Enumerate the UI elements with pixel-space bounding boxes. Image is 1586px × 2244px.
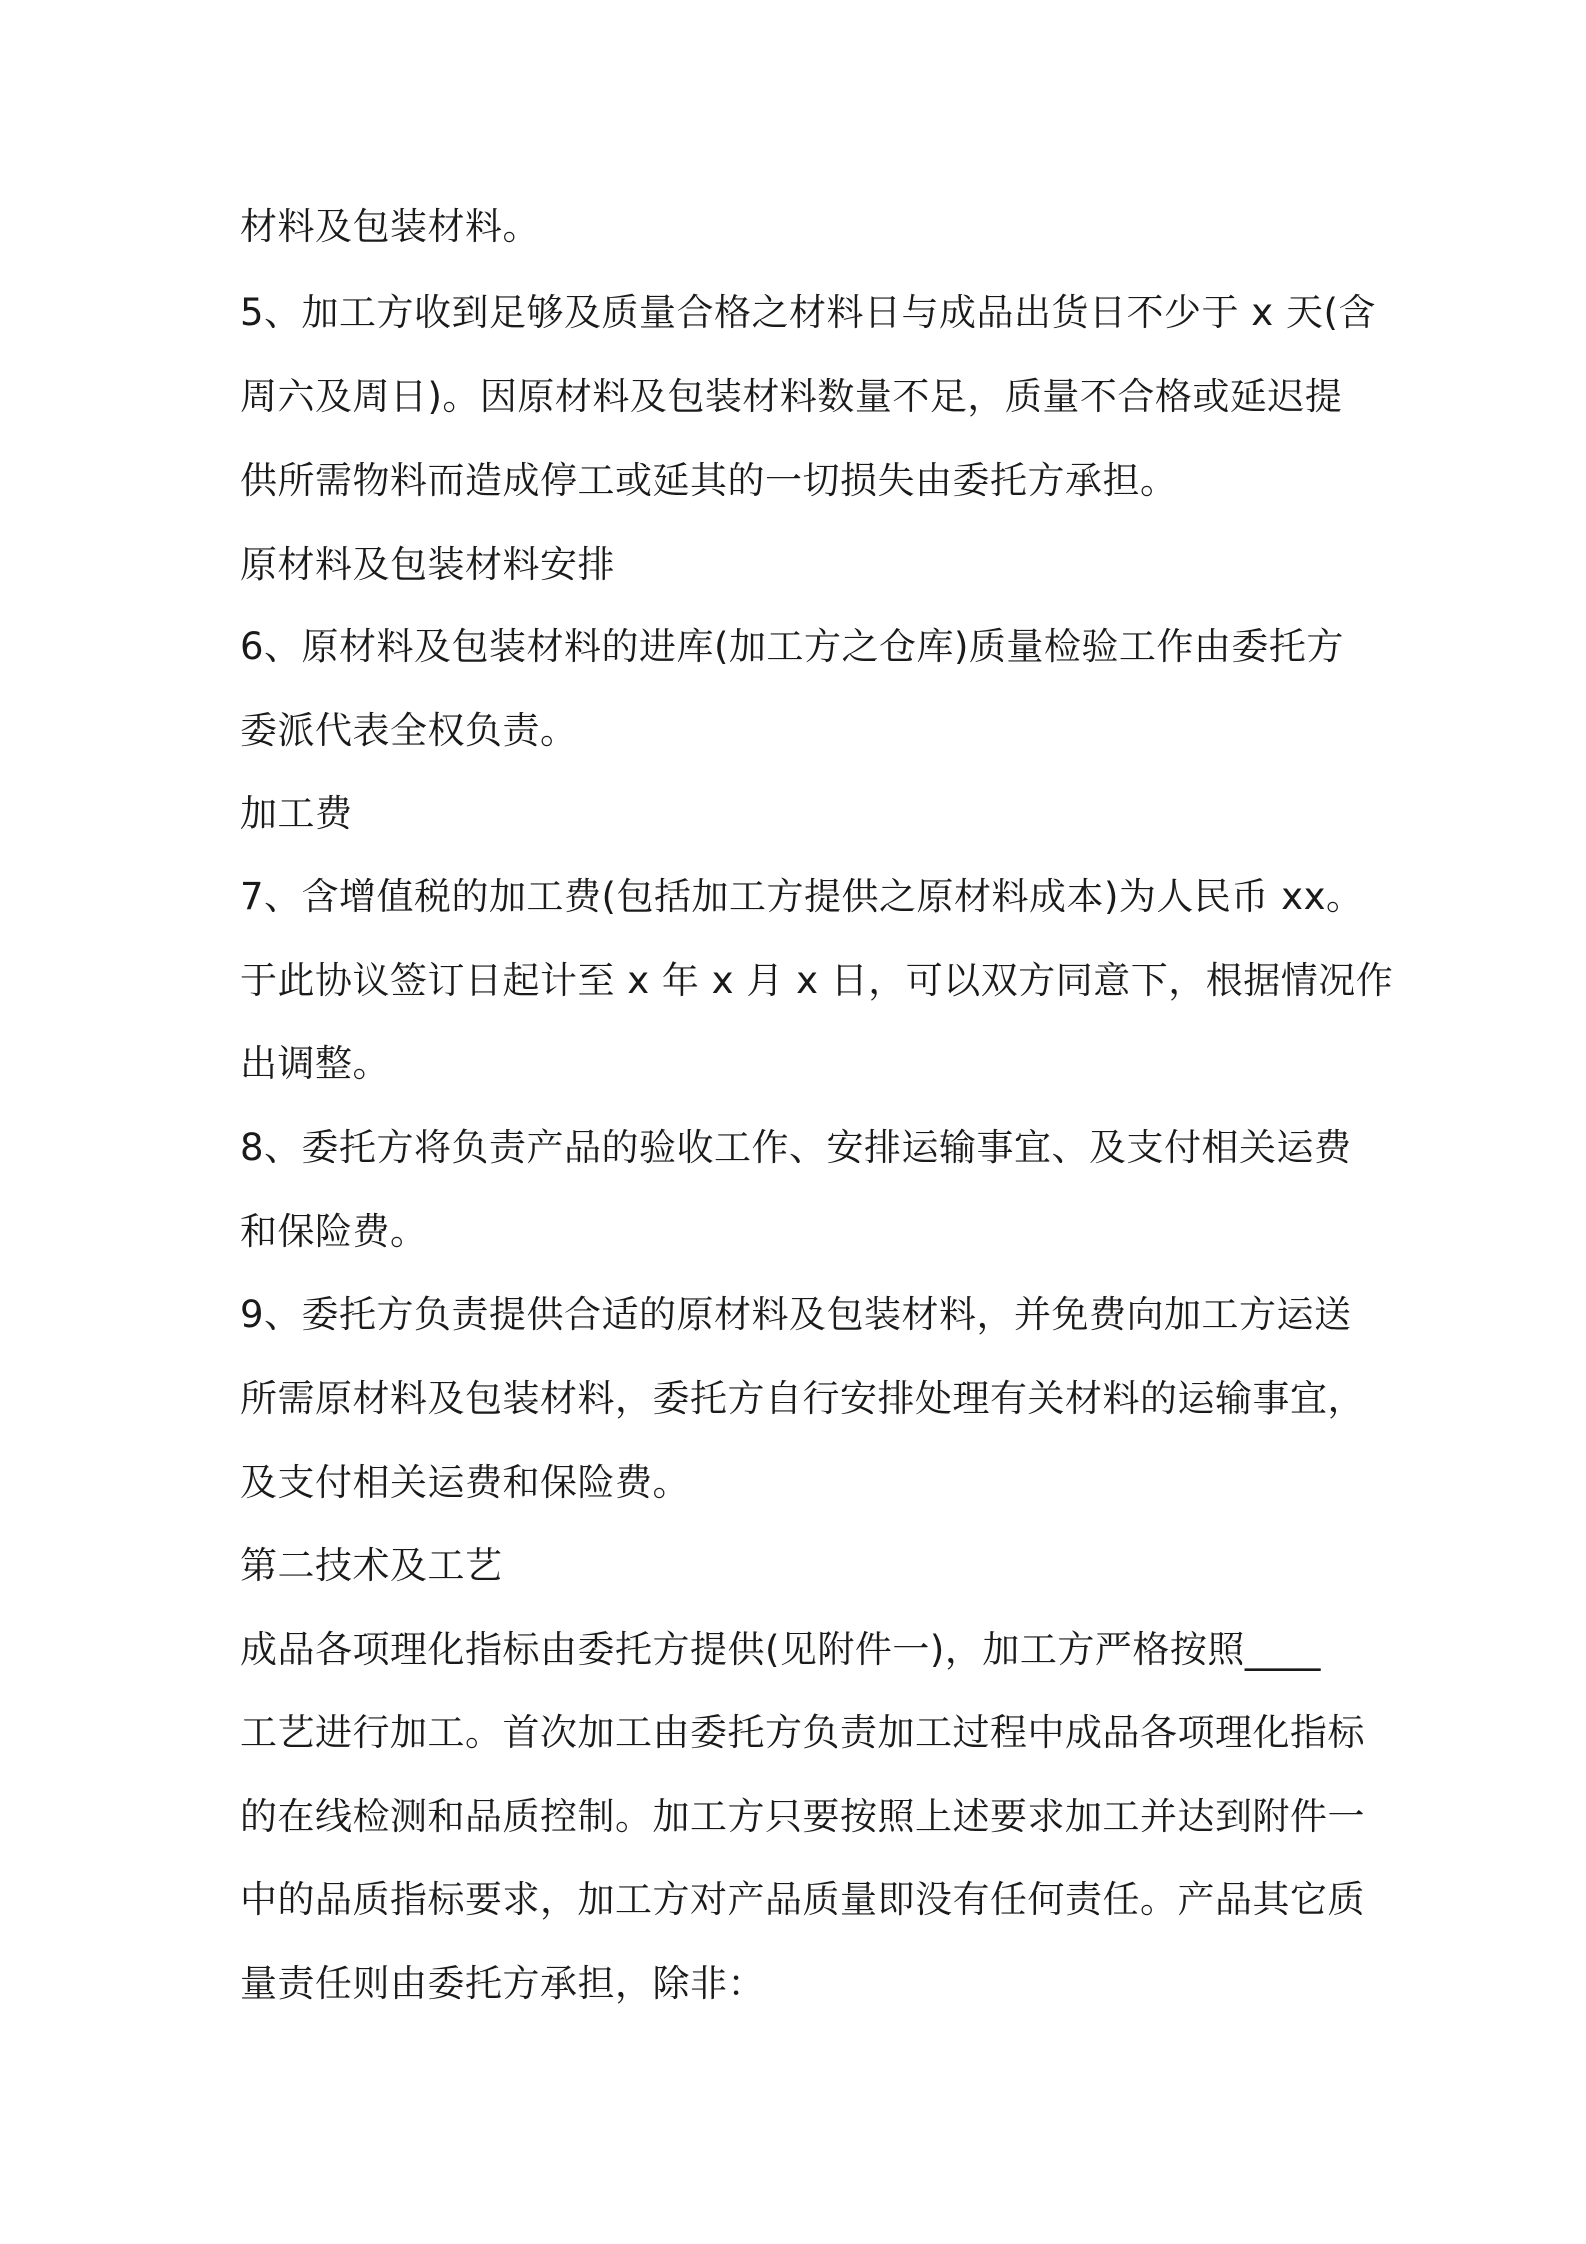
text-line: 工艺进行加工。首次加工由委托方负责加工过程中成品各项理化指标 [240,1711,1365,1754]
text-line: 材料及包装材料。 [240,205,540,248]
section-heading: 加工费 [240,792,353,835]
text-line: 于此协议签订日起计至 x 年 x 月 x 日，可以双方同意下，根据情况作 [240,959,1394,1002]
text-line: 的在线检测和品质控制。加工方只要按照上述要求加工并达到附件一 [240,1795,1365,1838]
text-line: 7、含增值税的加工费(包括加工方提供之原材料成本)为人民币 xx。 [240,875,1364,918]
text-line: 供所需物料而造成停工或延其的一切损失由委托方承担。 [240,459,1178,502]
text-line: 6、原材料及包装材料的进库(加工方之仓库)质量检验工作由委托方 [240,625,1344,668]
text-line: 量责任则由委托方承担，除非： [240,1962,765,2005]
text-line: 8、委托方将负责产品的验收工作、安排运输事宜、及支付相关运费 [240,1126,1352,1169]
text-line: 所需原材料及包装材料，委托方自行安排处理有关材料的运输事宜， [240,1377,1365,1420]
text-line: 周六及周日)。因原材料及包装材料数量不足，质量不合格或延迟提 [240,375,1343,418]
section-heading: 第二技术及工艺 [240,1544,503,1587]
text-line: 和保险费。 [240,1210,428,1253]
text-line: 成品各项理化指标由委托方提供(见附件一)，加工方严格按照____ [240,1628,1321,1671]
text-line: 及支付相关运费和保险费。 [240,1461,690,1504]
text-line: 9、委托方负责提供合适的原材料及包装材料，并免费向加工方运送 [240,1293,1352,1336]
text-line: 5、加工方收到足够及质量合格之材料日与成品出货日不少于 x 天(含 [240,291,1376,334]
text-line: 中的品质指标要求，加工方对产品质量即没有任何责任。产品其它质 [240,1878,1365,1921]
section-heading: 原材料及包装材料安排 [240,543,615,586]
text-line: 出调整。 [240,1042,390,1085]
text-line: 委派代表全权负责。 [240,709,578,752]
